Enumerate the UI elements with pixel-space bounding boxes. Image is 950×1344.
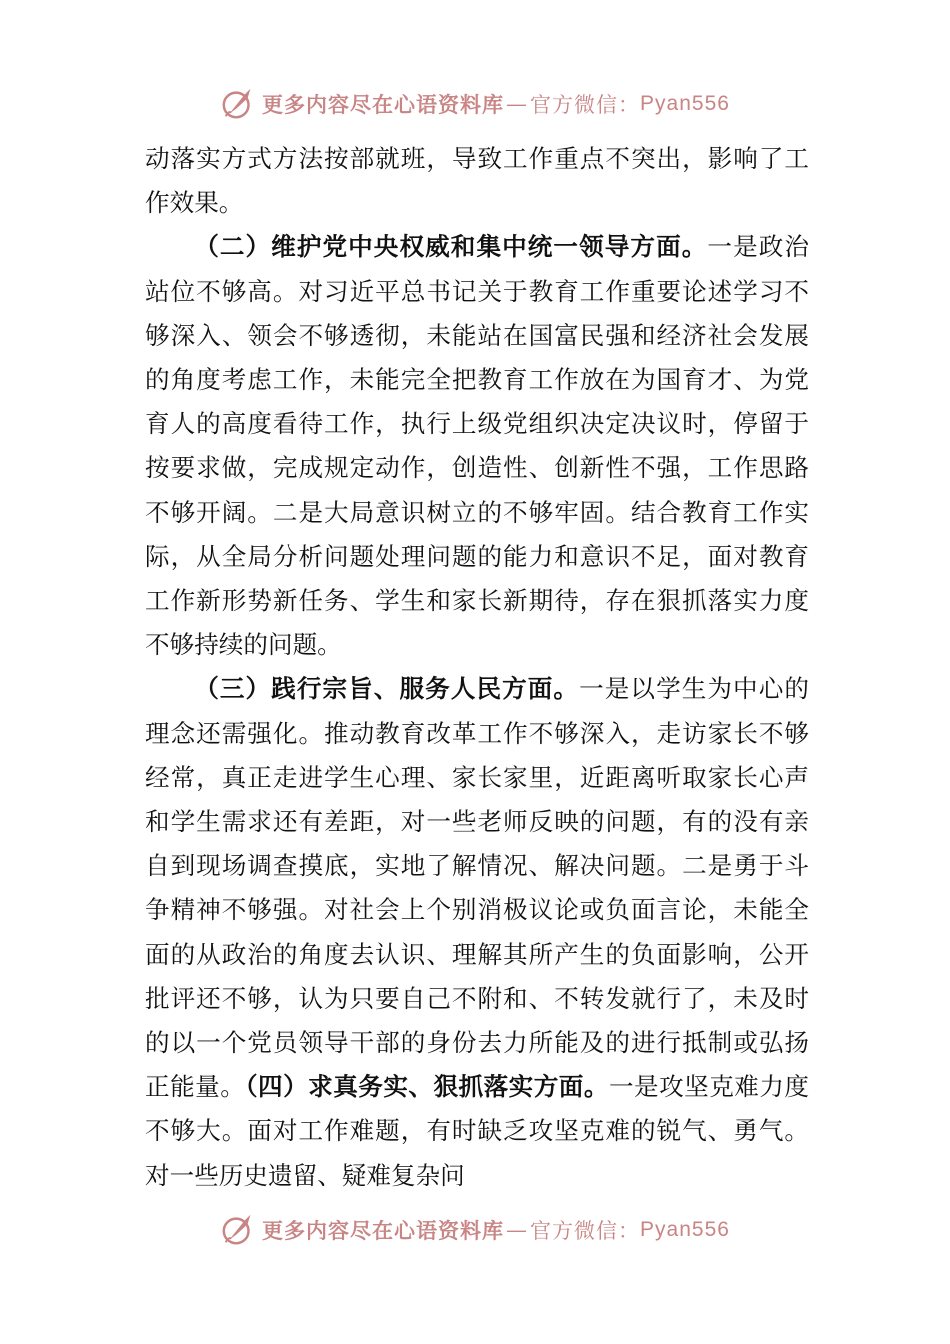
- watermark-label: 官方微信：: [530, 1219, 641, 1243]
- quill-logo-icon: [220, 1211, 258, 1249]
- watermark-separator: —: [506, 92, 529, 116]
- section-4-text: 一是攻坚克难力度不够大。面对工作难题，有时缺乏攻坚克难的锐气、勇气。对一些历史遗留、疑难复杂问: [145, 1072, 809, 1190]
- section-3-text: 一是以学生为中心的理念还需强化。推动教育改革工作不够深入，走访家长不够经常，真正走进学生心理、家长家里，近距离听取家长心声和学生需求还有差距，对一些老师反映的问题，有的没有亲自到现场调查摸底，实地了解情况、解决问题。二是勇于斗争精神不够强。对社会上个别消极议论或负面言论，未能全面的从政治的角度去认识、理解其所产生的负面影响，公开批评还不够，认为只要自己不附和、不转发就行了，未及时的以一个党员领导干部的身份去力所能及的进行抵制或弘扬正能量。: [145, 674, 809, 1102]
- section-4-heading: （四）求真务实、狠抓落实方面。: [245, 1072, 609, 1102]
- document-body: [145, 137, 809, 1198]
- watermark-separator: —: [506, 1218, 529, 1242]
- header-watermark: [0, 82, 950, 126]
- paragraph-section-2: [145, 225, 809, 667]
- section-2-heading: （二）维护党中央权威和集中统一领导方面。: [194, 232, 708, 262]
- quill-logo-icon: [220, 85, 258, 123]
- section-2-text: 一是政治站位不够高。对习近平总书记关于教育工作重要论述学习不够深入、领会不够透彻，未能站在国富民强和经济社会发展的角度考虑工作，未能完全把教育工作放在为国育才、为党育人的高度看待工作，执行上级党组织决定决议时，停留于按要求做，完成规定动作，创造性、创新性不强，工作思路不够开阔。二是大局意识树立的不够牢固。结合教育工作实际，从全局分析问题处理问题的能力和意识不足，面对教育工作新形势新任务、学生和家长新期待，存在狠抓落实力度不够持续的问题。: [145, 232, 809, 660]
- watermark-brand: 更多内容尽在心语资料库: [262, 92, 505, 117]
- watermark-handle: Pyan556: [640, 1218, 730, 1241]
- section-3-heading: （三）践行宗旨、服务人民方面。: [194, 674, 580, 704]
- watermark-label: 官方微信：: [530, 93, 641, 117]
- watermark-handle: Pyan556: [640, 92, 730, 115]
- footer-watermark: [0, 1208, 950, 1252]
- paragraph-section-3: [145, 667, 809, 1197]
- watermark-brand: 更多内容尽在心语资料库: [262, 1218, 505, 1243]
- paragraph-continuation: 动落实方式方法按部就班，导致工作重点不突出，影响了工作效果。: [145, 144, 809, 218]
